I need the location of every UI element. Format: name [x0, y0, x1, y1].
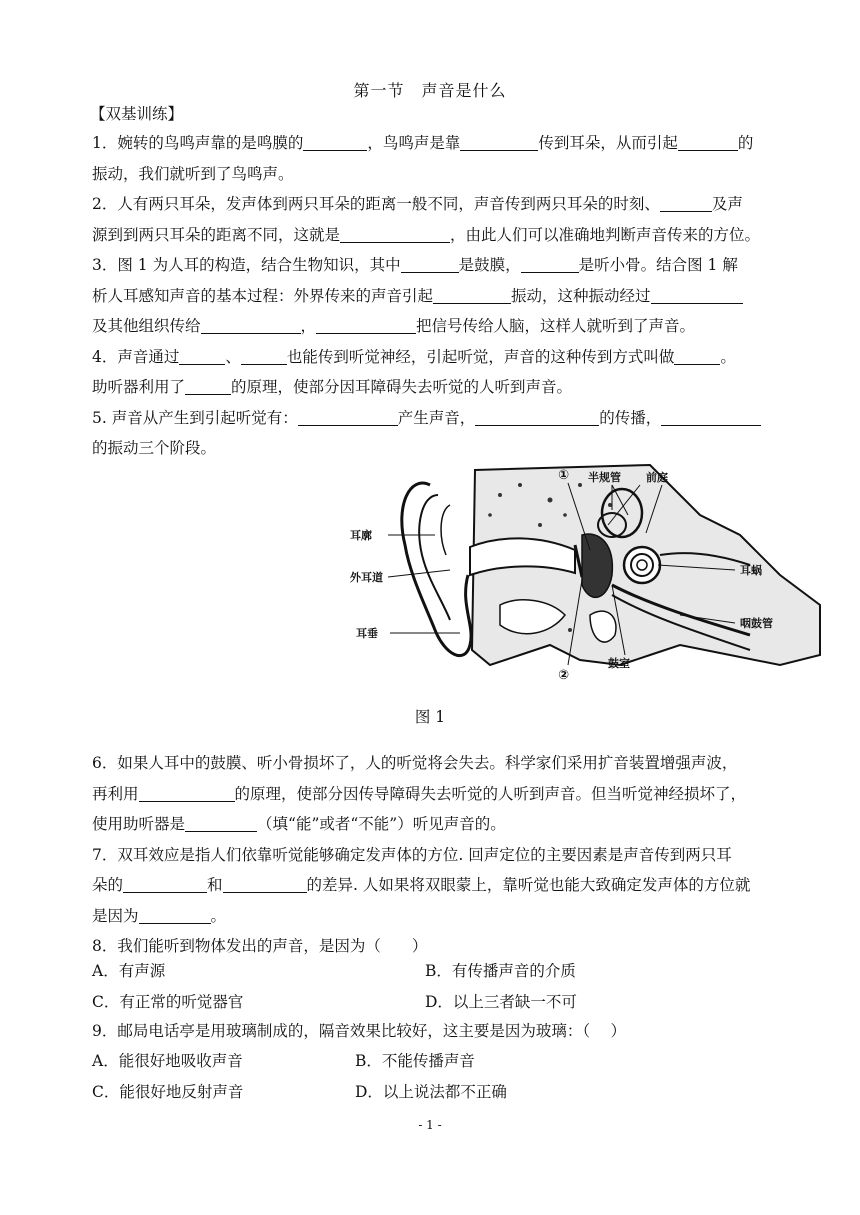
- label-marker-2: ②: [558, 668, 570, 683]
- q7-blank1[interactable]: [123, 874, 207, 893]
- q3-line2: 析人耳感知声音的基本过程：外界传来的声音引起 振动，这种振动经过: [92, 281, 814, 312]
- q5-blank2[interactable]: [475, 407, 599, 426]
- q7-blank2[interactable]: [223, 874, 307, 893]
- q5-line1: 5. 声音从产生到引起听觉有： 产生声音， 的传播，: [92, 403, 814, 434]
- q6-line3: 使用助听器是 （填“能”或者“不能”）听见声音的。: [92, 815, 506, 833]
- label-ear-canal: 外耳道: [350, 571, 383, 584]
- label-vestibule: 前庭: [646, 471, 668, 484]
- q4-line1: 4．声音通过 、 也能传到听觉神经，引起听觉，声音的这种传到方式叫做 。: [92, 347, 736, 366]
- questions-6-7: [92, 748, 814, 962]
- question-9: [92, 1016, 814, 1047]
- questions-1-5: [92, 128, 814, 464]
- label-auricle: 耳廓: [350, 529, 372, 542]
- q1-blank2[interactable]: [460, 132, 538, 151]
- q7-line1: 7．双耳效应是指人们依靠听觉能够确定发声体的方位. 回声定位的主要因素是声音传到两只耳: [92, 845, 732, 864]
- q6-line1: 6．如果人耳中的鼓膜、听小骨损坏了，人的听觉将会失去。科学家们采用扩音装置增强声波，: [92, 754, 738, 772]
- q1-blank3[interactable]: [678, 132, 738, 151]
- page-title: 第一节 声音是什么: [353, 81, 507, 100]
- q7-line2: 朵的 和 的差异. 人如果将双眼蒙上，靠听觉也能大致确定发声体的方位就: [92, 876, 751, 894]
- q2-line1: 2．人有两只耳朵，发声体到两只耳朵的距离一般不同，声音传到两只耳朵的时刻、 及声: [92, 195, 743, 213]
- q6-blank2[interactable]: [185, 813, 257, 832]
- q6-blank1[interactable]: [139, 783, 235, 802]
- label-earlobe: 耳垂: [356, 627, 378, 640]
- q9-options: [92, 1046, 814, 1107]
- q3-blank3[interactable]: [433, 285, 511, 304]
- q3-line1: 3．图 1 为人耳的构造，结合生物知识，其中 是鼓膜， 是听小骨。结合图 1 解: [92, 256, 738, 274]
- page-number: - 1 -: [418, 1118, 442, 1132]
- q5-blank1[interactable]: [298, 407, 398, 426]
- q1-blank1[interactable]: [303, 132, 367, 151]
- q9-stem: 9．邮局电话亭是用玻璃制成的，隔音效果比较好，这主要是因为玻璃：（ ）: [92, 1022, 627, 1040]
- q1-line1: 1．婉转的鸟鸣声靠的是鸣膜的 ，鸟鸣声是靠 传到耳朵，从而引起 的: [92, 134, 754, 152]
- q9-option-c[interactable]: C．能很好地反射声音: [92, 1082, 244, 1101]
- q8-option-d[interactable]: D．以上三者缺一不可: [425, 992, 577, 1011]
- q2-blank2[interactable]: [340, 224, 450, 243]
- q7-blank3[interactable]: [139, 905, 211, 924]
- q3-blank1[interactable]: [401, 254, 459, 273]
- q6-line2: 再利用 的原理，使部分因传导障碍失去听觉的人听到声音。但当听觉神经损坏了，: [92, 784, 747, 803]
- q8-option-b[interactable]: B．有传播声音的介质: [425, 962, 576, 980]
- q1-line2: 振动，我们就听到了鸟鸣声。: [92, 164, 294, 183]
- q5-line2: 的振动三个阶段。: [92, 439, 217, 457]
- label-marker-1: ①: [558, 468, 570, 483]
- figure-caption: 图 1: [414, 708, 446, 726]
- q8-option-a[interactable]: A．有声源: [92, 962, 166, 980]
- section-heading: 【双基训练】: [90, 105, 184, 123]
- q3-blank2[interactable]: [521, 254, 579, 273]
- q4-line2: 助听器利用了 的原理，使部分因耳障碍失去听觉的人听到声音。: [92, 378, 573, 396]
- label-tympanic-cavity: 鼓室: [608, 657, 630, 670]
- label-semicircular-canals: 半规管: [588, 471, 621, 484]
- q4-blank3[interactable]: [674, 346, 720, 365]
- q9-option-d[interactable]: D．以上说法都不正确: [355, 1082, 507, 1101]
- q5-blank3[interactable]: [661, 407, 761, 426]
- q9-option-b[interactable]: B．不能传播声音: [355, 1052, 475, 1070]
- q3-line3: 及其他组织传给 ， 把信号传给人脑，这样人就听到了声音。: [92, 317, 696, 335]
- q2-blank1[interactable]: [660, 193, 712, 212]
- label-eustachian-tube: 咽鼓管: [740, 617, 773, 630]
- q4-blank1[interactable]: [179, 346, 225, 365]
- q8-stem: 8．我们能听到物体发出的声音，是因为（ ）: [92, 937, 428, 955]
- ear-anatomy-figure: [350, 455, 825, 685]
- q7-line3: 是因为 。: [92, 906, 227, 925]
- label-cochlea: 耳蜗: [740, 564, 762, 577]
- q3-blank4[interactable]: [651, 285, 743, 304]
- q4-blank4[interactable]: [185, 376, 231, 395]
- q8-option-c[interactable]: C．有正常的听觉器官: [92, 992, 244, 1011]
- q9-option-a[interactable]: A．能很好地吸收声音: [92, 1052, 243, 1070]
- q3-blank5[interactable]: [201, 315, 301, 334]
- q4-blank2[interactable]: [241, 346, 287, 365]
- q2-line2: 源到到两只耳朵的距离不同，这就是 ，由此人们可以准确地判断声音传来的方位。: [92, 225, 761, 244]
- q3-blank6[interactable]: [316, 315, 416, 334]
- q8-options: [92, 956, 814, 1017]
